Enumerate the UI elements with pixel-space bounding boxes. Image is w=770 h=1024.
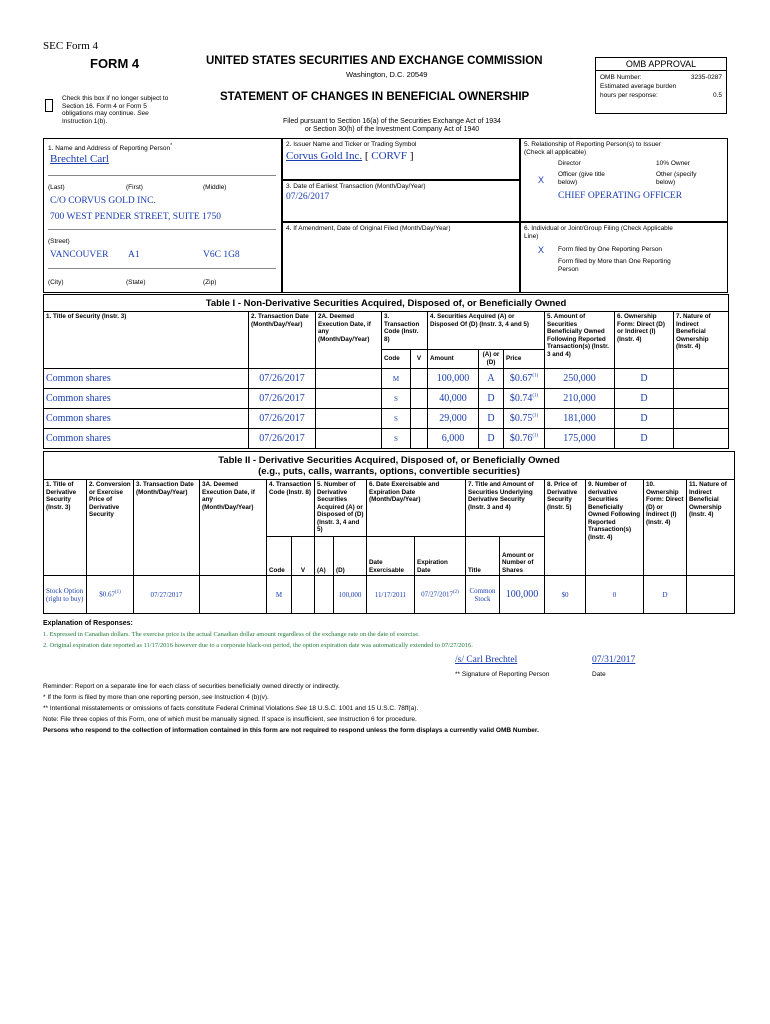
footnote-1: 1. Expressed in Canadian dollars. The exercise price is the actual Canadian dollar amount regardless of the exchange rate on the date of exercise.	[43, 631, 420, 638]
t2-sub-d: (D)	[334, 537, 367, 576]
one-person-checkmark[interactable]: X	[538, 245, 545, 255]
t1-v	[411, 389, 428, 409]
t1-form: D	[615, 369, 674, 389]
t2-header-price: 8. Price of Derivative Security (Instr. 5)	[545, 480, 586, 576]
table-row	[44, 389, 729, 409]
signature-date: 07/31/2017	[592, 655, 636, 665]
address-line-1: C/O CORVUS GOLD INC.	[50, 196, 156, 206]
box4-label: 4. If Amendment, Date of Original Filed (Month/Day/Year)	[286, 225, 451, 232]
t1-transaction-date: 07/26/2017	[249, 369, 316, 389]
table-row	[44, 409, 729, 429]
multiple-persons-label: Form filed by More than One Reporting Person	[558, 258, 671, 273]
t2-underlying-amount: 100,000	[500, 576, 545, 614]
table-row	[44, 429, 729, 449]
city-label: (City)	[48, 279, 64, 286]
state-value: A1	[128, 250, 140, 260]
t2-sub-a: (A)	[315, 537, 334, 576]
t1-header-nature: 7. Nature of Indirect Beneficial Ownership (Instr. 4)	[674, 312, 729, 369]
checkbox-instructions: Check this box if no longer subject to Section 16. Form 4 or Form 5 obligations may continue. See Instruction 1(b).	[62, 95, 169, 125]
one-person-label: Form filed by One Reporting Person	[558, 246, 663, 253]
table-1-non-derivative	[43, 294, 729, 449]
t1-transaction-date: 07/26/2017	[249, 409, 316, 429]
t2-sub-amount-shares: Amount or Number of Shares	[500, 537, 545, 576]
middle-name-label: (Middle)	[203, 184, 227, 191]
t1-nature	[674, 369, 729, 389]
t1-sub-code: Code	[382, 350, 411, 369]
box3-label: 3. Date of Earliest Transaction (Month/Day/Year)	[286, 183, 426, 190]
t1-security-title: Common shares	[44, 409, 249, 429]
ten-percent-owner-label: 10% Owner	[656, 160, 690, 167]
misstatements-note: ** Intentional misstatements or omissions of facts constitute Federal Criminal Violations See 18 U.S.C. 1001 and 15 U.S.C. 78ff(a).	[43, 705, 419, 712]
signature: /s/ Carl Brechtel	[455, 655, 518, 665]
t1-sub-v: V	[411, 350, 428, 369]
t2-header-conversion: 2. Conversion or Exercise Price of Derivative Security	[87, 480, 134, 576]
t1-nature	[674, 429, 729, 449]
t1-security-title: Common shares	[44, 369, 249, 389]
filed-pursuant-text: Filed pursuant to Section 16(a) of the Securities Exchange Act of 1934 or Section 30(h) of the Investment Company Act of 1940	[283, 118, 501, 133]
footnote-2: 2. Original expiration date reported as 11/17/2016 however due to a corporate black-out period, the option expiration date was automatically extended to 07/27/2016.	[43, 642, 473, 649]
t2-v	[292, 576, 315, 614]
t1-amount: 6,000	[428, 429, 479, 449]
table-row	[44, 369, 729, 389]
t1-form: D	[615, 429, 674, 449]
t1-amount: 29,000	[428, 409, 479, 429]
t1-v	[411, 429, 428, 449]
t1-header-title: 1. Title of Security (Instr. 3)	[44, 312, 249, 369]
omb-number: 3235-0287	[690, 74, 722, 81]
box4-amendment	[282, 222, 520, 293]
last-name-label: (Last)	[48, 184, 65, 191]
table-2-title: Table II - Derivative Securities Acquired, Disposed of, or Beneficially Owned (e.g., puts, calls, warrants, options, convertible securities)	[44, 452, 735, 480]
t2-sub-code: Code	[267, 537, 292, 576]
notes	[43, 681, 539, 736]
t2-header-exercisable: 6. Date Exercisable and Expiration Date (Month/Day/Year)	[367, 480, 466, 537]
explanation-label: Explanation of Responses:	[43, 620, 133, 627]
t1-amount: 40,000	[428, 389, 479, 409]
director-label: Director	[558, 160, 581, 167]
box6-label: 6. Individual or Joint/Group Filing (Check Applicable Line)	[524, 225, 673, 240]
copies-note: Note: File three copies of this Form, one of which must be manually signed. If space is insufficient, see Instruction 6 for procedure.	[43, 716, 417, 723]
t1-security-title: Common shares	[44, 429, 249, 449]
t2-conversion-price: $0.67$^{(1)}$	[87, 576, 134, 614]
address-line-2: 700 WEST PENDER STREET, SUITE 1750	[50, 212, 221, 222]
reporting-person-name[interactable]: Brechtel Carl	[50, 153, 109, 165]
t2-acquired	[315, 576, 334, 614]
t1-owned: 175,000	[545, 429, 615, 449]
t1-a-or-d: D	[479, 429, 504, 449]
t2-code: M	[267, 576, 292, 614]
t1-transaction-date: 07/26/2017	[249, 429, 316, 449]
t1-deemed-date	[316, 389, 382, 409]
t2-sub-expiration: Expiration Date	[415, 537, 466, 576]
issuer-name[interactable]: Corvus Gold Inc. [ CORVF ]	[286, 150, 414, 162]
commission-location: Washington, D.C. 20549	[346, 70, 428, 79]
t1-a-or-d: D	[479, 409, 504, 429]
t2-header-nature: 11. Nature of Indirect Beneficial Ownership (Instr. 4)	[687, 480, 735, 576]
t1-code: S	[382, 409, 411, 429]
omb-persons-note: Persons who respond to the collection of information contained in this form are not required to respond unless the form displays a currently valid OMB Number.	[43, 727, 539, 734]
t1-deemed-date	[316, 369, 382, 389]
t2-deemed-date	[200, 576, 267, 614]
t1-code: M	[382, 369, 411, 389]
reminder-note: Reminder: Report on a separate line for each class of securities beneficially owned directly or indirectly.	[43, 683, 340, 690]
signature-label: ** Signature of Reporting Person	[455, 671, 550, 678]
zip-label: (Zip)	[203, 279, 217, 286]
t1-sub-amount: Amount	[428, 350, 479, 369]
issuer-ticker: CORVF	[371, 150, 408, 162]
other-label: Other (specify below)	[656, 171, 697, 186]
t2-date-exercisable: 11/17/2011	[367, 576, 415, 614]
t2-disposed: 100,000	[334, 576, 367, 614]
t1-header-ownership: 6. Ownership Form: Direct (D) or Indirect (I) (Instr. 4)	[615, 312, 674, 369]
t1-a-or-d: A	[479, 369, 504, 389]
t2-header-deemed: 3A. Deemed Execution Date, if any (Month/Day/Year)	[200, 480, 267, 576]
omb-approval-box	[595, 57, 727, 114]
t2-header-date: 3. Transaction Date (Month/Day/Year)	[134, 480, 200, 576]
t1-header-acquired: 4. Securities Acquired (A) or Disposed Of (D) (Instr. 3, 4 and 5)	[428, 312, 545, 350]
t1-price: $0.74$^{(1)}$	[504, 389, 545, 409]
t1-v	[411, 369, 428, 389]
t2-nature	[687, 576, 735, 614]
t1-a-or-d: D	[479, 389, 504, 409]
t2-header-owned: 9. Number of derivative Securities Beneficially Owned Following Reported Transaction(s) (Instr. 4)	[586, 480, 644, 576]
no-longer-subject-checkbox[interactable]	[45, 99, 53, 112]
t1-header-date: 2. Transaction Date (Month/Day/Year)	[249, 312, 316, 369]
box5-label: 5. Relationship of Reporting Person(s) to Issuer (Check all applicable)	[524, 141, 661, 156]
t1-owned: 181,000	[545, 409, 615, 429]
t1-code: S	[382, 389, 411, 409]
t1-nature	[674, 389, 729, 409]
t1-security-title: Common shares	[44, 389, 249, 409]
t1-price: $0.76$^{(1)}$	[504, 429, 545, 449]
t1-owned: 210,000	[545, 389, 615, 409]
t1-price: $0.75$^{(1)}$	[504, 409, 545, 429]
t2-form: D	[644, 576, 687, 614]
omb-hours: 0.5	[712, 92, 722, 99]
t2-derivative-title: Stock Option (right to buy)	[44, 576, 87, 614]
t1-transaction-date: 07/26/2017	[249, 389, 316, 409]
omb-burden-label: Estimated average burden	[600, 83, 677, 90]
t2-header-code: 4. Transaction Code (Instr. 8)	[267, 480, 315, 537]
omb-hours-label: hours per response:	[600, 92, 658, 99]
t1-header-amount-owned: 5. Amount of Securities Beneficially Owned Following Reported Transaction(s) (Instr. 3 and 4)	[545, 312, 615, 369]
t2-expiration-date: 07/27/2017$^{(2)}$	[415, 576, 466, 614]
form-title: FORM 4	[90, 56, 140, 71]
sec-form-label: SEC Form 4	[43, 40, 99, 52]
t1-form: D	[615, 389, 674, 409]
t2-header-underlying: 7. Title and Amount of Securities Underlying Derivative Security (Instr. 3 and 4)	[466, 480, 545, 537]
officer-label: Officer (give title below)	[558, 171, 605, 186]
t1-sub-aord: (A) or (D)	[479, 350, 504, 369]
city-value: VANCOUVER	[50, 250, 109, 260]
table-1-title: Table I - Non-Derivative Securities Acquired, Disposed of, or Beneficially Owned	[44, 295, 729, 312]
table-row	[44, 576, 735, 614]
table-2-derivative	[43, 451, 735, 614]
t2-header-ownership: 10. Ownership Form: Direct (D) or Indirect (I) (Instr. 4)	[644, 480, 687, 576]
t1-v	[411, 409, 428, 429]
first-name-label: (First)	[126, 184, 143, 191]
t2-sub-v: V	[292, 537, 315, 576]
earliest-transaction-date: 07/26/2017	[286, 192, 330, 202]
date-label: Date	[592, 671, 606, 678]
omb-title: OMB APPROVAL	[596, 58, 726, 71]
omb-number-label: OMB Number:	[600, 74, 642, 81]
box1-label: 1. Name and Address of Reporting Person*	[48, 143, 173, 153]
officer-title: CHIEF OPERATING OFFICER	[558, 191, 683, 201]
t1-nature	[674, 409, 729, 429]
t2-transaction-date: 07/27/2017	[134, 576, 200, 614]
t1-sub-price: Price	[504, 350, 545, 369]
t1-deemed-date	[316, 429, 382, 449]
multiple-persons-note: * If the form is filed by more than one reporting person, see Instruction 4 (b)(v).	[43, 694, 269, 701]
t2-sub-title: Title	[466, 537, 500, 576]
zip-value: V6C 1G8	[203, 250, 240, 260]
t2-header-number: 5. Number of Derivative Securities Acquired (A) or Disposed of (D) (Instr. 3, 4 and 5)	[315, 480, 367, 537]
statement-title: STATEMENT OF CHANGES IN BENEFICIAL OWNERSHIP	[220, 91, 530, 103]
t1-amount: 100,000	[428, 369, 479, 389]
officer-checkmark[interactable]: X	[538, 175, 545, 185]
t2-sub-date-exercisable: Date Exercisable	[367, 537, 415, 576]
t2-derivative-price: $0	[545, 576, 586, 614]
t1-price: $0.67$^{(1)}$	[504, 369, 545, 389]
t1-header-code: 3. Transaction Code (Instr. 8)	[382, 312, 428, 350]
commission-title: UNITED STATES SECURITIES AND EXCHANGE COMMISSION	[206, 55, 543, 67]
t1-owned: 250,000	[545, 369, 615, 389]
street-label: (Street)	[48, 238, 70, 245]
t1-code: S	[382, 429, 411, 449]
t1-form: D	[615, 409, 674, 429]
t1-deemed-date	[316, 409, 382, 429]
t2-header-title: 1. Title of Derivative Security (Instr. 3)	[44, 480, 87, 576]
t2-underlying-title: Common Stock	[466, 576, 500, 614]
box2-label: 2. Issuer Name and Ticker or Trading Symbol	[286, 141, 417, 148]
t2-owned: 0	[586, 576, 644, 614]
t1-header-deemed: 2A. Deemed Execution Date, if any (Month/Day/Year)	[316, 312, 382, 369]
state-label: (State)	[126, 279, 146, 286]
